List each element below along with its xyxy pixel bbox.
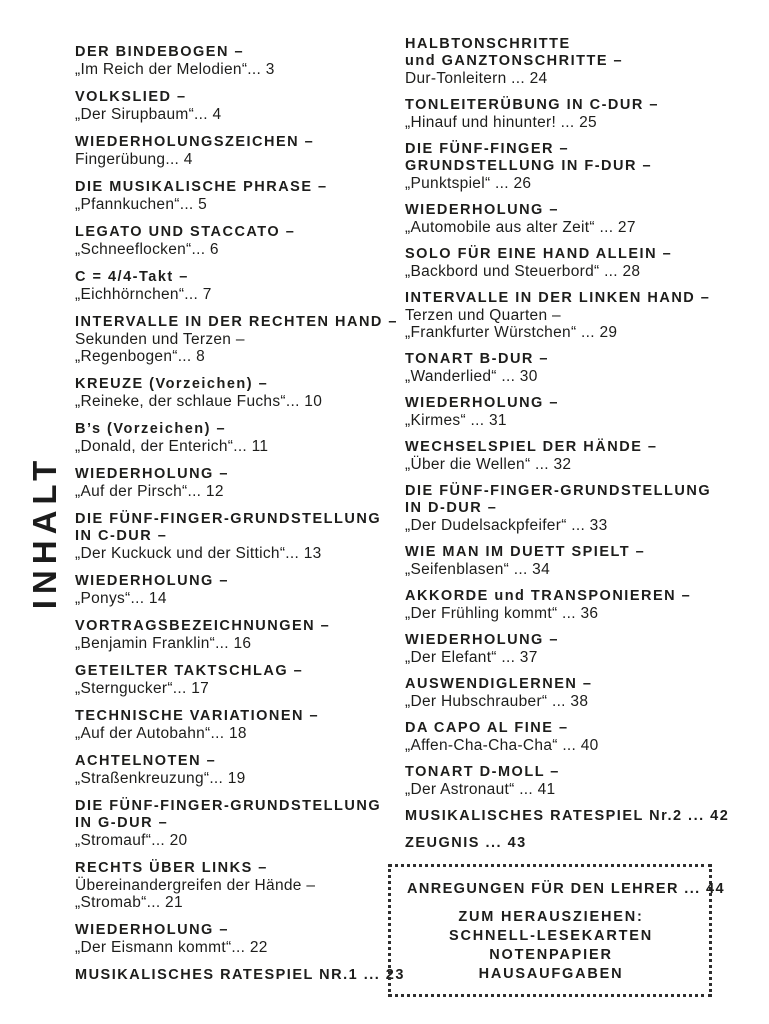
toc-entry-subtitle-line: „Ponys“... 14 bbox=[75, 590, 167, 607]
toc-entry bbox=[75, 967, 405, 984]
toc-entry-heading-line: WIEDERHOLUNG – bbox=[405, 395, 559, 411]
toc-entry bbox=[75, 753, 400, 787]
toc-entry-subtitle-line: „Stromauf“... 20 bbox=[75, 832, 188, 849]
toc-entry bbox=[405, 395, 745, 429]
toc-entry-subtitle-line: „Der Astronaut“ ... 41 bbox=[405, 781, 556, 798]
toc-entry bbox=[75, 179, 400, 213]
toc-entry bbox=[405, 351, 745, 385]
toc-entry-heading-line: und GANZTONSCHRITTE – bbox=[405, 53, 624, 69]
toc-entry bbox=[405, 676, 745, 710]
toc-entry-heading-line: DIE FÜNF-FINGER-GRUNDSTELLUNG bbox=[405, 483, 712, 499]
toc-entry bbox=[75, 860, 400, 911]
toc-entry-subtitle-line: „Der Hubschrauber“ ... 38 bbox=[405, 693, 589, 710]
toc-entry-subtitle-line: „Im Reich der Melodien“... 3 bbox=[75, 61, 275, 78]
toc-entry bbox=[75, 618, 400, 652]
toc-entry-heading-line: WIEDERHOLUNG – bbox=[405, 202, 559, 218]
toc-entry-subtitle-line: Dur-Tonleitern ... 24 bbox=[405, 70, 548, 87]
toc-entry bbox=[75, 511, 400, 562]
toc-entry-heading-line: TONLEITERÜBUNG IN C-DUR – bbox=[405, 97, 659, 113]
toc-entry bbox=[75, 466, 400, 500]
toc-entry-subtitle-line: „Der Frühling kommt“ ... 36 bbox=[405, 605, 599, 622]
toc-entry bbox=[405, 764, 745, 798]
toc-entry-subtitle-line: „Affen-Cha-Cha-Cha“ ... 40 bbox=[405, 737, 599, 754]
toc-entry-heading-line: WIEDERHOLUNG – bbox=[405, 632, 559, 648]
toc-entry-heading-line: DER BINDEBOGEN – bbox=[75, 44, 245, 60]
toc-entry-heading-line: DIE FÜNF-FINGER-GRUNDSTELLUNG bbox=[75, 798, 382, 814]
toc-entry-heading-line: WECHSELSPIEL DER HÄNDE – bbox=[405, 439, 658, 455]
toc-entry bbox=[405, 808, 745, 825]
toc-entry bbox=[75, 89, 400, 123]
toc-entry-heading-line: RECHTS ÜBER LINKS – bbox=[75, 860, 268, 876]
toc-entry-heading-line: C = 4/4-Takt – bbox=[75, 269, 189, 285]
toc-entry-heading-line: GETEILTER TAKTSCHLAG – bbox=[75, 663, 304, 679]
toc-entry-heading-line: WIEDERHOLUNGSZEICHEN – bbox=[75, 134, 315, 150]
toc-entry-subtitle-line: „Schneeflocken“... 6 bbox=[75, 241, 219, 258]
teacher-box-heading: ANREGUNGEN FÜR DEN LEHRER ... 44 bbox=[407, 881, 725, 897]
toc-entry-subtitle-line: „Seifenblasen“ ... 34 bbox=[405, 561, 551, 578]
toc-entry-subtitle-line: Terzen und Quarten – bbox=[405, 307, 561, 324]
toc-entry bbox=[405, 632, 745, 666]
toc-entry-heading-line: TONART D-MOLL – bbox=[405, 764, 560, 780]
toc-entry-subtitle-line: „Straßenkreuzung“... 19 bbox=[75, 770, 246, 787]
toc-entry bbox=[405, 141, 745, 192]
toc-entry-subtitle-line: „Wanderlied“ ... 30 bbox=[405, 368, 538, 385]
toc-entry-subtitle-line: „Benjamin Franklin“... 16 bbox=[75, 635, 252, 652]
toc-entry-subtitle-line: Sekunden und Terzen – bbox=[75, 331, 245, 348]
toc-entry bbox=[75, 573, 400, 607]
toc-entry bbox=[75, 376, 400, 410]
teacher-box-pullout-list bbox=[407, 908, 695, 984]
toc-entry-heading-line: B’s (Vorzeichen) – bbox=[75, 421, 227, 437]
toc-entry-heading-line: WIEDERHOLUNG – bbox=[75, 922, 229, 938]
toc-entry-subtitle-line: „Der Kuckuck und der Sittich“... 13 bbox=[75, 545, 322, 562]
toc-entry-subtitle-line: Fingerübung... 4 bbox=[75, 151, 193, 168]
toc-entry-heading-line: LEGATO UND STACCATO – bbox=[75, 224, 296, 240]
toc-entry-subtitle-line: „Der Elefant“ ... 37 bbox=[405, 649, 538, 666]
toc-entry-heading-line: IN D-DUR – bbox=[405, 500, 498, 516]
toc-entry bbox=[405, 290, 745, 341]
toc-entry-subtitle-line: „Der Eismann kommt“... 22 bbox=[75, 939, 268, 956]
toc-entry-heading-line: IN G-DUR – bbox=[75, 815, 169, 831]
toc-entry-heading-line: VORTRAGSBEZEICHNUNGEN – bbox=[75, 618, 331, 634]
toc-entry-subtitle-line: „Hinauf und hinunter! ... 25 bbox=[405, 114, 597, 131]
toc-entry-heading-line: IN C-DUR – bbox=[75, 528, 168, 544]
toc-entry bbox=[405, 483, 745, 534]
toc-entry-heading-line: DIE FÜNF-FINGER – bbox=[405, 141, 570, 157]
toc-entry bbox=[75, 922, 400, 956]
toc-entry bbox=[75, 708, 400, 742]
toc-entry-subtitle-line: „Der Sirupbaum“... 4 bbox=[75, 106, 222, 123]
toc-entry-heading-line: DIE MUSIKALISCHE PHRASE – bbox=[75, 179, 328, 195]
toc-entry bbox=[405, 246, 745, 280]
toc-entry-subtitle-line: „Kirmes“ ... 31 bbox=[405, 412, 507, 429]
toc-entry bbox=[405, 97, 745, 131]
toc-entry-subtitle-line: „Punktspiel“ ... 26 bbox=[405, 175, 532, 192]
toc-entry-heading-line: WIE MAN IM DUETT SPIELT – bbox=[405, 544, 646, 560]
toc-entry bbox=[75, 421, 400, 455]
toc-entry-heading-line: WIEDERHOLUNG – bbox=[75, 573, 229, 589]
teacher-suggestions-box bbox=[388, 864, 725, 997]
toc-entry bbox=[75, 663, 400, 697]
toc-entry-heading-line: TONART B-DUR – bbox=[405, 351, 549, 367]
toc-entry bbox=[405, 835, 745, 852]
toc-entry-heading-line: INTERVALLE IN DER LINKEN HAND – bbox=[405, 290, 711, 306]
toc-entry-heading-line: MUSIKALISCHES RATESPIEL Nr.2 ... 42 bbox=[405, 808, 730, 824]
toc-entry-heading-line: TECHNISCHE VARIATIONEN – bbox=[75, 708, 320, 724]
toc-entry-subtitle-line: „Reineke, der schlaue Fuchs“... 10 bbox=[75, 393, 323, 410]
toc-entry-heading-line: KREUZE (Vorzeichen) – bbox=[75, 376, 269, 392]
toc-entry-subtitle-line: „Automobile aus alter Zeit“ ... 27 bbox=[405, 219, 636, 236]
toc-entry-subtitle-line: „Eichhörnchen“... 7 bbox=[75, 286, 212, 303]
pullout-item: SCHNELL-LESEKARTEN bbox=[449, 928, 653, 944]
pullout-title: ZUM HERAUSZIEHEN: bbox=[458, 909, 644, 925]
toc-entry-subtitle-line: „Über die Wellen“ ... 32 bbox=[405, 456, 572, 473]
toc-entry-heading-line: INTERVALLE IN DER RECHTEN HAND – bbox=[75, 314, 398, 330]
toc-entry-subtitle-line: „Der Dudelsackpfeifer“ ... 33 bbox=[405, 517, 608, 534]
pullout-item: HAUSAUFGABEN bbox=[478, 966, 624, 982]
toc-entry bbox=[405, 588, 745, 622]
toc-column-left bbox=[75, 44, 405, 995]
toc-entry bbox=[75, 44, 400, 78]
toc-entry bbox=[405, 439, 745, 473]
toc-entry bbox=[405, 202, 745, 236]
toc-entry-heading-line: VOLKSLIED – bbox=[75, 89, 187, 105]
page-title-vertical: INHALT bbox=[26, 454, 63, 610]
pullout-item: NOTENPAPIER bbox=[489, 947, 613, 963]
toc-entry-heading-line: ZEUGNIS ... 43 bbox=[405, 835, 527, 851]
toc-entry bbox=[75, 798, 400, 849]
toc-entry-subtitle-line: „Regenbogen“... 8 bbox=[75, 348, 206, 365]
toc-entry-subtitle-line: „Auf der Autobahn“... 18 bbox=[75, 725, 247, 742]
toc-entry bbox=[405, 36, 745, 87]
toc-entry-heading-line: MUSIKALISCHES RATESPIEL NR.1 ... 23 bbox=[75, 967, 405, 983]
toc-entry-heading-line: GRUNDSTELLUNG IN F-DUR – bbox=[405, 158, 653, 174]
toc-entry-heading-line: AKKORDE und TRANSPONIEREN – bbox=[405, 588, 692, 604]
toc-entry bbox=[75, 134, 400, 168]
toc-entry bbox=[75, 314, 400, 365]
toc-entry-subtitle-line: „Frankfurter Würstchen“ ... 29 bbox=[405, 324, 618, 341]
toc-entry-subtitle-line: „Stromab“... 21 bbox=[75, 894, 183, 911]
toc-entry bbox=[75, 224, 400, 258]
toc-entry-heading-line: WIEDERHOLUNG – bbox=[75, 466, 229, 482]
toc-entry-subtitle-line: „Pfannkuchen“... 5 bbox=[75, 196, 208, 213]
toc-entry-heading-line: HALBTONSCHRITTE bbox=[405, 36, 571, 52]
toc-entry-heading-line: ACHTELNOTEN – bbox=[75, 753, 217, 769]
toc-entry-subtitle-line: „Donald, der Enterich“... 11 bbox=[75, 438, 269, 455]
toc-entry bbox=[405, 544, 745, 578]
toc-entry-heading-line: SOLO FÜR EINE HAND ALLEIN – bbox=[405, 246, 673, 262]
toc-entry-subtitle-line: Übereinandergreifen der Hände – bbox=[75, 877, 316, 894]
toc-column-right bbox=[405, 36, 745, 997]
toc-entry-heading-line: DA CAPO AL FINE – bbox=[405, 720, 569, 736]
toc-entry bbox=[405, 720, 745, 754]
toc-entry bbox=[75, 269, 400, 303]
toc-entry-heading-line: AUSWENDIGLERNEN – bbox=[405, 676, 593, 692]
toc-entry-subtitle-line: „Sterngucker“... 17 bbox=[75, 680, 210, 697]
toc-entry-subtitle-line: „Backbord und Steuerbord“ ... 28 bbox=[405, 263, 641, 280]
toc-entry-subtitle-line: „Auf der Pirsch“... 12 bbox=[75, 483, 224, 500]
toc-entry-heading-line: DIE FÜNF-FINGER-GRUNDSTELLUNG bbox=[75, 511, 382, 527]
